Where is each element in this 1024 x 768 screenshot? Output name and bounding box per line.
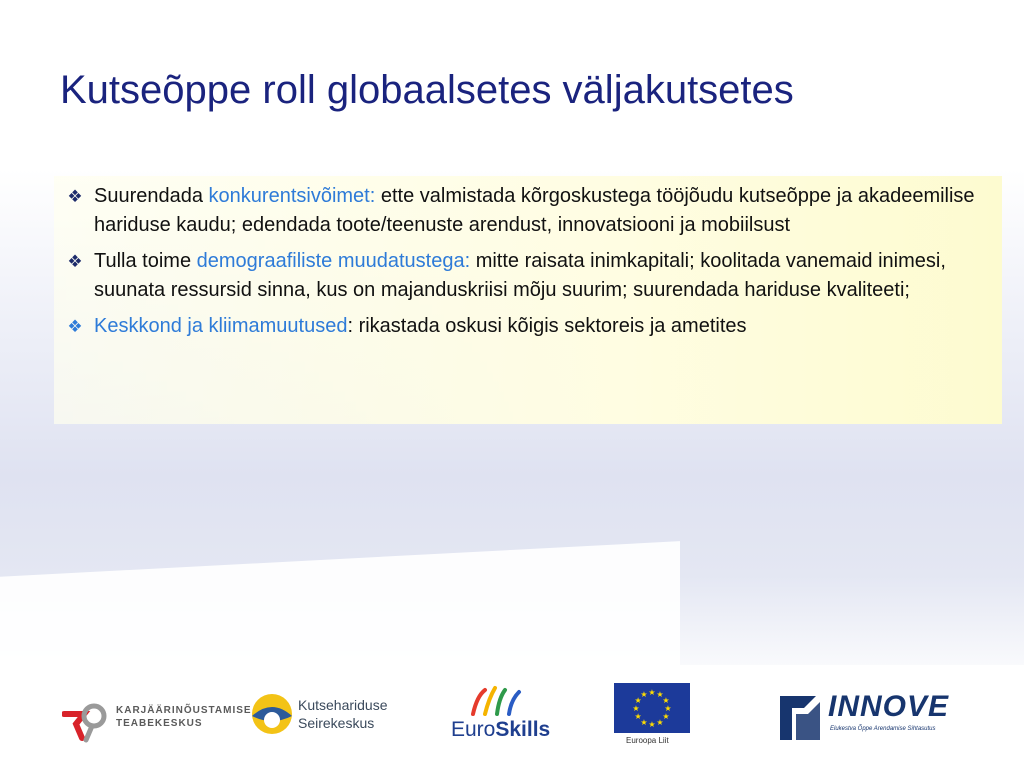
karjaarinoustamise-line2: TEABEKESKUS bbox=[116, 718, 203, 729]
euroskills-skills-text: Skills bbox=[495, 718, 551, 741]
bullet-highlight-text: demograafiliste muudatustega: bbox=[196, 250, 471, 272]
kutsehariduse-seirekeskus-logo bbox=[250, 690, 410, 750]
innove-subtitle: Elukestva Õppe Arendamise Sihtasutus bbox=[830, 726, 936, 732]
eu-star-icon: ★ bbox=[656, 717, 664, 727]
innove-name: INNOVE bbox=[828, 690, 950, 723]
four-diamond-bullet-icon: ❖ bbox=[67, 252, 83, 271]
bullet-body-text: ette valmistada kõrgoskustega tööjõudu kutseõppe ja akadeemilise hariduse kaudu; edendada toote/teenuste arendust, innovatsiooni ja mobiilsust bbox=[94, 185, 975, 236]
eu-star-icon: ★ bbox=[648, 720, 656, 729]
eu-star-icon: ★ bbox=[640, 717, 648, 727]
bullet-item-demographics bbox=[62, 247, 994, 305]
bullet-body-text: mitte raisata inimkapitali; koolitada vanemaid inimesi, suunata ressursid sinna, kus on majanduskriisi mõju suurim; suurendada hariduse kvaliteeti; bbox=[94, 250, 946, 301]
bullet-item-environment bbox=[62, 312, 994, 341]
bullet-lead-text: Tulla toime bbox=[94, 250, 197, 272]
kutsehariduse-globe-icon bbox=[250, 690, 296, 740]
eu-caption: Euroopa Liit bbox=[626, 736, 669, 745]
eu-flag-icon bbox=[614, 683, 690, 733]
kutsehariduse-line1: Kutsehariduse bbox=[298, 697, 388, 713]
slide-title: Kutseõppe roll globaalsetes väljakutsetes bbox=[60, 68, 794, 112]
bullet-highlight-text: Keskkond ja kliimamuutused bbox=[94, 315, 348, 337]
bullet-lead-text: Suurendada bbox=[94, 185, 209, 207]
eu-flag-logo bbox=[614, 683, 690, 749]
eu-star-icon: ★ bbox=[662, 712, 670, 721]
eu-star-icon: ★ bbox=[656, 690, 664, 700]
eu-star-icon: ★ bbox=[640, 690, 648, 700]
four-diamond-bullet-icon: ❖ bbox=[67, 187, 83, 206]
karjaarinoustamise-logo bbox=[62, 700, 252, 744]
eu-star-icon: ★ bbox=[662, 696, 670, 705]
innove-logo bbox=[776, 690, 976, 746]
bullet-item-competitiveness bbox=[62, 182, 994, 240]
innove-mark-icon bbox=[776, 690, 826, 746]
karjaarinoustamise-line1: KARJÄÄRINÕUSTAMISE bbox=[116, 705, 252, 716]
eu-star-icon: ★ bbox=[632, 704, 640, 713]
kutsehariduse-line2: Seirekeskus bbox=[298, 715, 375, 731]
eu-star-icon: ★ bbox=[648, 688, 656, 697]
bullet-highlight-text: konkurentsivõimet: bbox=[208, 185, 376, 207]
bullet-body-text: : rikastada oskusi kõigis sektoreis ja ametites bbox=[347, 315, 747, 337]
eu-star-icon: ★ bbox=[664, 704, 672, 713]
bullet-list bbox=[62, 182, 994, 348]
euroskills-figures-icon bbox=[467, 684, 527, 718]
four-diamond-bullet-icon: ❖ bbox=[67, 317, 83, 336]
karjaarinoustamise-mark-icon bbox=[62, 700, 112, 744]
euroskills-logo bbox=[447, 684, 555, 746]
eu-star-icon: ★ bbox=[634, 712, 642, 721]
euroskills-euro-text: Euro bbox=[451, 718, 496, 741]
eu-star-icon: ★ bbox=[634, 696, 642, 705]
